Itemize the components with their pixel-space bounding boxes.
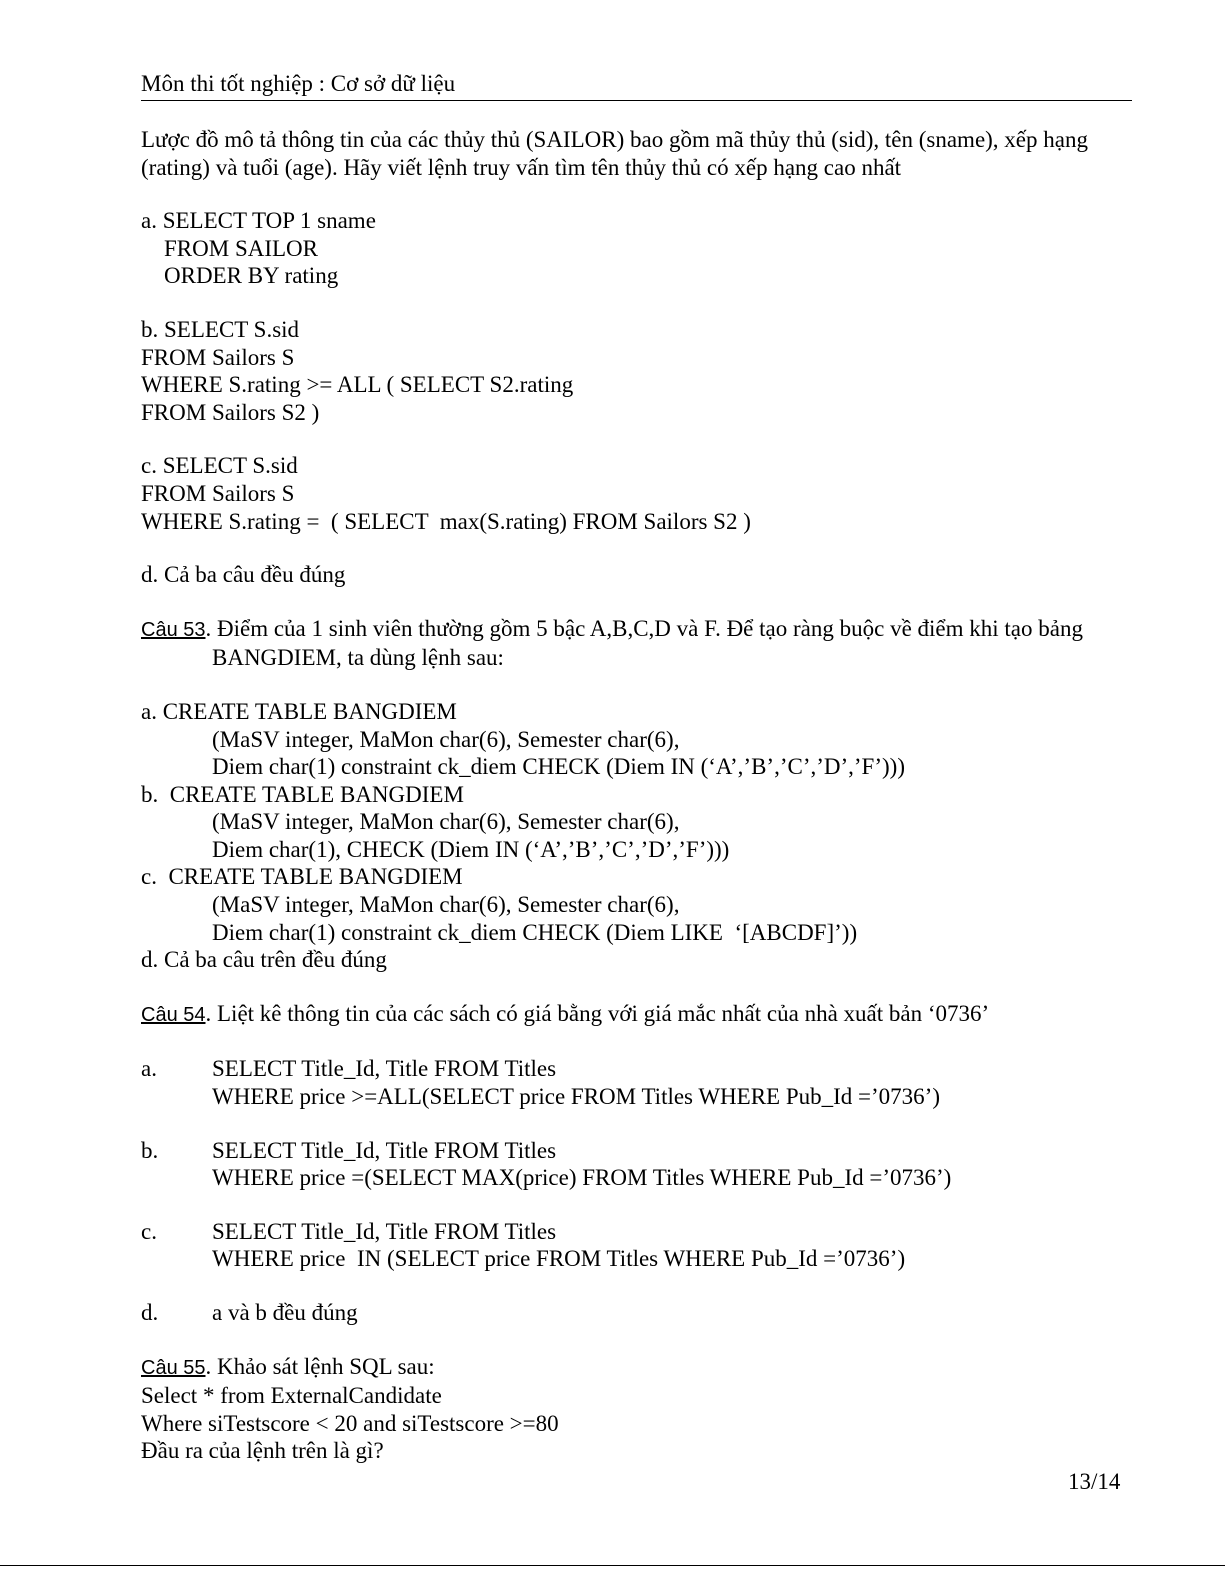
q54-a-line: SELECT Title_Id, Title FROM Titles <box>212 1056 557 1082</box>
q54-b-line: SELECT Title_Id, Title FROM Titles <box>212 1137 557 1163</box>
q54-c-line: SELECT Title_Id, Title FROM Titles <box>212 1218 557 1244</box>
q52-c-line: FROM Sailors S <box>141 480 295 506</box>
q55-stem-block <box>141 1353 1136 1383</box>
q52-c-line: WHERE S.rating = ( SELECT max(S.rating) FROM Sailors S2 ) <box>141 508 751 534</box>
q52-a-line: ORDER BY rating <box>164 263 339 289</box>
q52-b-line: FROM Sailors S2 ) <box>141 399 320 425</box>
q53-option-a <box>141 698 1136 781</box>
page-header: Môn thi tốt nghiệp : Cơ sở dữ liệu <box>141 70 1132 101</box>
q54-option-c <box>141 1218 1136 1273</box>
q54-d-label: d. <box>141 1300 159 1325</box>
q54-c-line: WHERE price IN (SELECT price FROM Titles WHERE Pub_Id =’0736’) <box>212 1246 906 1272</box>
page-bottom-rule <box>0 1565 1225 1566</box>
q55-stem: . Khảo sát lệnh SQL sau: <box>205 1353 435 1379</box>
q52-b-line: WHERE S.rating >= ALL ( SELECT S2.rating <box>141 372 574 398</box>
q53-c-line: Diem char(1) constraint ck_diem CHECK (Diem LIKE ‘[ABCDF]’)) <box>212 919 858 945</box>
q53-label: Câu 53 <box>141 618 206 641</box>
q53-stem-block <box>141 615 1136 672</box>
page-number: 13/14 <box>1068 1469 1121 1494</box>
q53-a-line: a. CREATE TABLE BANGDIEM <box>141 698 457 724</box>
q54-option-a <box>141 1055 1136 1110</box>
q52-option-d: d. Cả ba câu đều đúng <box>141 562 346 588</box>
q53-stem: . Điểm của 1 sinh viên thường gồm 5 bậc A,B,C,D và F. Để tạo ràng buộc về điểm khi tạo bảng BANGDIEM, ta dùng lệnh sau: <box>205 615 1083 671</box>
q53-b-line: (MaSV integer, MaMon char(6), Semester char(6), <box>212 809 680 835</box>
q54-stem: . Liệt kê thông tin của các sách có giá bằng với giá mắc nhất của nhà xuất bản ‘0736’ <box>205 1000 990 1026</box>
q52-a-line: a. SELECT TOP 1 sname <box>141 208 376 234</box>
q52-a-line: FROM SAILOR <box>164 235 319 261</box>
q52-b-line: FROM Sailors S <box>141 344 295 370</box>
q54-a-line: WHERE price >=ALL(SELECT price FROM Titles WHERE Pub_Id =’0736’) <box>212 1084 941 1110</box>
q52-option-c <box>141 452 1136 535</box>
q52-option-b <box>141 316 1136 426</box>
q54-a-label: a. <box>141 1056 157 1082</box>
q52-stem: Lược đồ mô tả thông tin của các thủy thủ (SAILOR) bao gồm mã thủy thủ (sid), tên (sname), xếp hạng (rating) và tuổi (age). Hãy viết lệnh truy vấn tìm tên thủy thủ có xếp hạng cao nhất <box>141 127 1088 180</box>
q54-stem-block <box>141 1000 1136 1030</box>
q53-c-line: c. CREATE TABLE BANGDIEM <box>141 864 463 890</box>
q53-option-b <box>141 781 1136 864</box>
q52-c-line: c. SELECT S.sid <box>141 453 298 479</box>
q55-line: Select * from ExternalCandidate <box>141 1383 442 1409</box>
q55-label: Câu 55 <box>141 1356 206 1379</box>
q54-option-b <box>141 1137 1136 1192</box>
q54-b-label: b. <box>141 1137 159 1163</box>
q55-line: Đầu ra của lệnh trên là gì? <box>141 1438 384 1464</box>
q53-a-line: (MaSV integer, MaMon char(6), Semester char(6), <box>212 726 680 752</box>
q53-a-line: Diem char(1) constraint ck_diem CHECK (Diem IN (‘A’,’B’,’C’,’D’,’F’))) <box>212 754 905 780</box>
q53-c-line: (MaSV integer, MaMon char(6), Semester char(6), <box>212 892 680 918</box>
page-content <box>141 126 1136 1465</box>
q53-b-line: Diem char(1), CHECK (Diem IN (‘A’,’B’,’C’,’D’,’F’))) <box>212 836 730 862</box>
q52-b-line: b. SELECT S.sid <box>141 316 300 342</box>
q52-option-a <box>141 207 1136 290</box>
q53-option-d: d. Cả ba câu trên đều đúng <box>141 947 387 973</box>
q54-b-line: WHERE price =(SELECT MAX(price) FROM Titles WHERE Pub_Id =’0736’) <box>212 1165 952 1191</box>
q53-option-c <box>141 863 1136 946</box>
q53-b-line: b. CREATE TABLE BANGDIEM <box>141 781 464 807</box>
q55-line: Where siTestscore < 20 and siTestscore >=80 <box>141 1410 559 1436</box>
q54-d-line: a và b đều đúng <box>212 1300 358 1325</box>
q54-label: Câu 54 <box>141 1003 206 1026</box>
q54-c-label: c. <box>141 1218 157 1244</box>
q54-option-d <box>141 1299 1136 1327</box>
